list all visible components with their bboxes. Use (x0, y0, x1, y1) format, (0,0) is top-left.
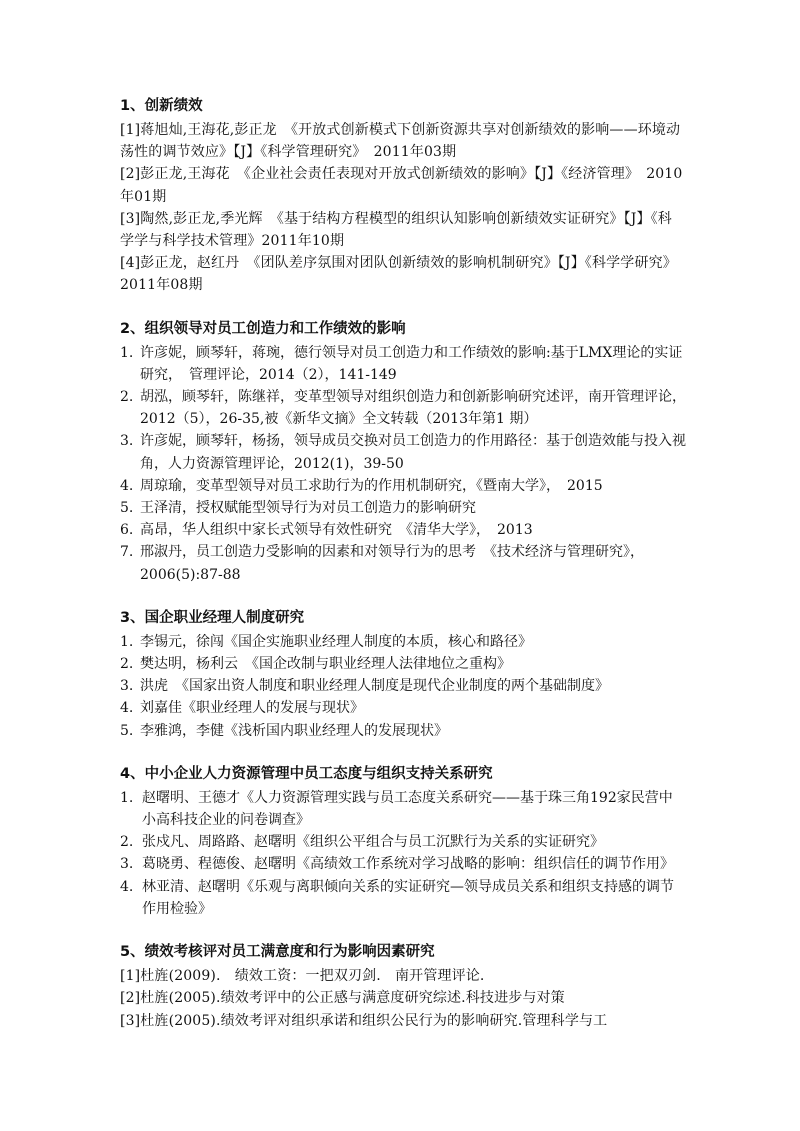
item-text: 李雅鸿，李健《浅析国内职业经理人的发展现状》 (140, 722, 448, 739)
item-number: 6. (120, 522, 134, 539)
item-number: 5. (120, 500, 134, 517)
reference-item (120, 475, 686, 497)
item-text: 张戍凡、周路路、赵曙明《组织公平组合与员工沉默行为关系的实证研究》 (142, 834, 604, 851)
section-heading: 1、创新绩效 (120, 98, 203, 114)
item-text: 赵曙明、王德才《人力资源管理实践与员工态度关系研究——基于珠三角192家民营中小高科技企业的问卷调查》 (142, 789, 673, 829)
document-page (120, 95, 686, 1053)
item-text: 王泽清，授权赋能型领导行为对员工创造力的影响研究 (140, 500, 476, 517)
item-number: 4. (120, 700, 134, 717)
item-text: 林亚清、赵曙明《乐观与离职倾向关系的实证研究—领导成员关系和组织支持感的调节作用检验》 (142, 878, 674, 917)
item-text: 周琼瑜，变革型领导对员工求助行为的作用机制研究，《暨南大学》， 2015 (140, 477, 603, 494)
item-number: 2. (120, 656, 134, 673)
reference-item (120, 787, 686, 831)
item-text: 邢淑丹，员工创造力受影响的因素和对领导行为的思考 《技术经济与管理研究》， 2006(5):87-88 (140, 544, 651, 583)
section-innovation-performance (120, 95, 686, 297)
item-number: 1. (120, 633, 134, 650)
section-soe-manager-system (120, 607, 686, 742)
item-text: 胡泓，顾琴轩，陈继祥，变革型领导对组织创造力和创新影响研究述评，南开管理评论，2012（5），26-35,被《新华文摘》全文转载（2013年第1 期） (140, 389, 686, 428)
section-heading: 3、国企职业经理人制度研究 (120, 609, 305, 626)
item-number: 3. (120, 433, 134, 450)
reference-item (120, 519, 686, 541)
reference-item (120, 386, 686, 430)
item-text: 李锡元，徐闯《国企实施职业经理人制度的本质，核心和路径》 (140, 633, 532, 650)
item-text: 高昂，华人组织中家长式领导有效性研究 《清华大学》， 2013 (140, 522, 533, 539)
reference-item (120, 675, 686, 697)
item-number: 3. (120, 678, 134, 695)
reference-item (120, 541, 686, 585)
reference-item: [3]陶然,彭正龙,季光辉 《基于结构方程模型的组织认知影响创新绩效实证研究》【J】《科学学与科学技术管理》2011年10期 (120, 210, 672, 250)
reference-item (120, 876, 686, 920)
item-number: 7. (120, 544, 134, 561)
reference-item: [3]杜旌(2005).绩效考评对组织承诺和组织公民行为的影响研究.管理科学与工 (120, 1012, 608, 1029)
item-text: 洪虎 《国家出资人制度和职业经理人制度是现代企业制度的两个基础制度》 (140, 678, 609, 695)
reference-item (120, 720, 686, 742)
section-heading: 2、组织领导对员工创造力和工作绩效的影响 (120, 320, 406, 337)
item-number: 3. (120, 856, 134, 873)
item-number: 1. (120, 344, 134, 361)
section-heading: 4、中小企业人力资源管理中员工态度与组织支持关系研究 (120, 765, 493, 782)
item-text: 许彦妮，顾琴轩，杨扬，领导成员交换对员工创造力的作用路径：基于创造效能与投入视角，人力资源管理评论，2012(1)，39-50 (140, 433, 686, 472)
item-number: 2. (120, 389, 134, 406)
item-number: 5. (120, 722, 134, 739)
reference-item: [2]杜旌(2005).绩效考评中的公正感与满意度研究综述.科技进步与对策 (120, 990, 565, 1007)
item-text: 刘嘉佳《职业经理人的发展与现状》 (140, 700, 364, 717)
section-leadership-creativity (120, 318, 686, 586)
reference-item (120, 497, 686, 519)
reference-item: [2]彭正龙,王海花 《企业社会责任表现对开放式创新绩效的影响》【J】《经济管理》 2010年01期 (120, 166, 683, 205)
item-text: 葛晓勇、程德俊、赵曙明《高绩效工作系统对学习战略的影响：组织信任的调节作用》 (142, 856, 674, 873)
item-text: 许彦妮，顾琴轩，蒋琬，德行领导对员工创造力和工作绩效的影响:基于LMX理论的实证研究， 管理评论，2014（2），141-149 (140, 344, 683, 383)
item-number: 2. (120, 834, 134, 851)
item-number: 1. (120, 789, 134, 806)
reference-item (120, 631, 686, 653)
reference-item (120, 831, 686, 853)
section-performance-appraisal (120, 941, 686, 1032)
item-number: 4. (120, 477, 134, 494)
reference-item: [1]蒋旭灿,王海花,彭正龙 《开放式创新模式下创新资源共享对创新绩效的影响——环境动荡性的调节效应》【J】《科学管理研究》 2011年03期 (120, 122, 681, 161)
item-number: 4. (120, 878, 134, 895)
item-text: 樊达明，杨利云 《国企改制与职业经理人法律地位之重构》 (140, 656, 511, 673)
reference-item (120, 697, 686, 719)
reference-item: [4]彭正龙，赵红丹 《团队差序氛围对团队创新绩效的影响机制研究》【J】《科学学研究》 2011年08期 (120, 255, 685, 294)
reference-item (120, 342, 686, 386)
section-heading: 5、绩效考核评对员工满意度和行为影响因素研究 (120, 944, 435, 961)
reference-item (120, 430, 686, 474)
section-sme-hrm-attitudes (120, 763, 686, 920)
reference-item (120, 853, 686, 875)
reference-item (120, 653, 686, 675)
reference-item: [1]杜旌(2009). 绩效工资：一把双刃剑. 南开管理评论. (120, 968, 485, 985)
